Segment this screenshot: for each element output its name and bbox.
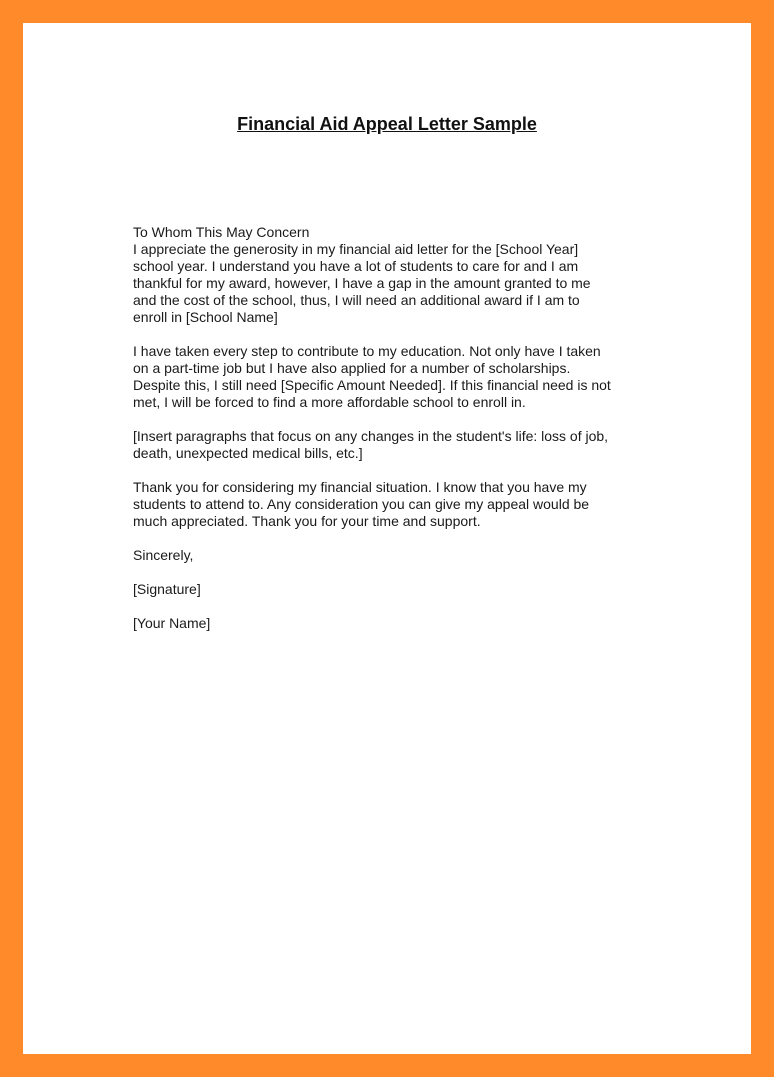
letter-body: [133, 224, 653, 632]
greeting: To Whom This May Concern: [133, 224, 310, 240]
paragraph-2-line: met, I will be forced to find a more affordable school to enroll in.: [133, 394, 526, 410]
paragraph-spacer: [133, 326, 653, 343]
paragraph-1-line: school year. I understand you have a lot of students to care for and I am: [133, 258, 579, 274]
paragraph-1-line: and the cost of the school, thus, I will need an additional award if I am to: [133, 292, 580, 308]
paragraph-2-line: on a part-time job but I have also applied for a number of scholarships.: [133, 360, 571, 376]
paragraph-spacer: [133, 530, 653, 547]
paragraph-2-line: I have taken every step to contribute to my education. Not only have I taken: [133, 343, 601, 359]
paragraph-4-line: Thank you for considering my financial situation. I know that you have my: [133, 479, 587, 495]
paragraph-4-line: much appreciated. Thank you for your time and support.: [133, 513, 481, 529]
paragraph-spacer: [133, 564, 653, 581]
document-title: Financial Aid Appeal Letter Sample: [237, 114, 537, 134]
paragraph-1-line: enroll in [School Name]: [133, 309, 278, 325]
paragraph-spacer: [133, 462, 653, 479]
paragraph-1-line: I appreciate the generosity in my financial aid letter for the [School Year]: [133, 241, 579, 257]
paragraph-3-line: death, unexpected medical bills, etc.]: [133, 445, 363, 461]
paragraph-2-line: Despite this, I still need [Specific Amount Needed]. If this financial need is not: [133, 377, 611, 393]
paragraph-3-line: [Insert paragraphs that focus on any changes in the student's life: loss of job,: [133, 428, 609, 444]
paragraph-4-line: students to attend to. Any consideration you can give my appeal would be: [133, 496, 590, 512]
closing: Sincerely,: [133, 547, 194, 563]
signature-placeholder: [Signature]: [133, 581, 201, 597]
letter-page: [23, 23, 751, 1054]
name-placeholder: [Your Name]: [133, 615, 211, 631]
paragraph-spacer: [133, 411, 653, 428]
paragraph-spacer: [133, 598, 653, 615]
paragraph-1-line: thankful for my award, however, I have a gap in the amount granted to me: [133, 275, 591, 291]
